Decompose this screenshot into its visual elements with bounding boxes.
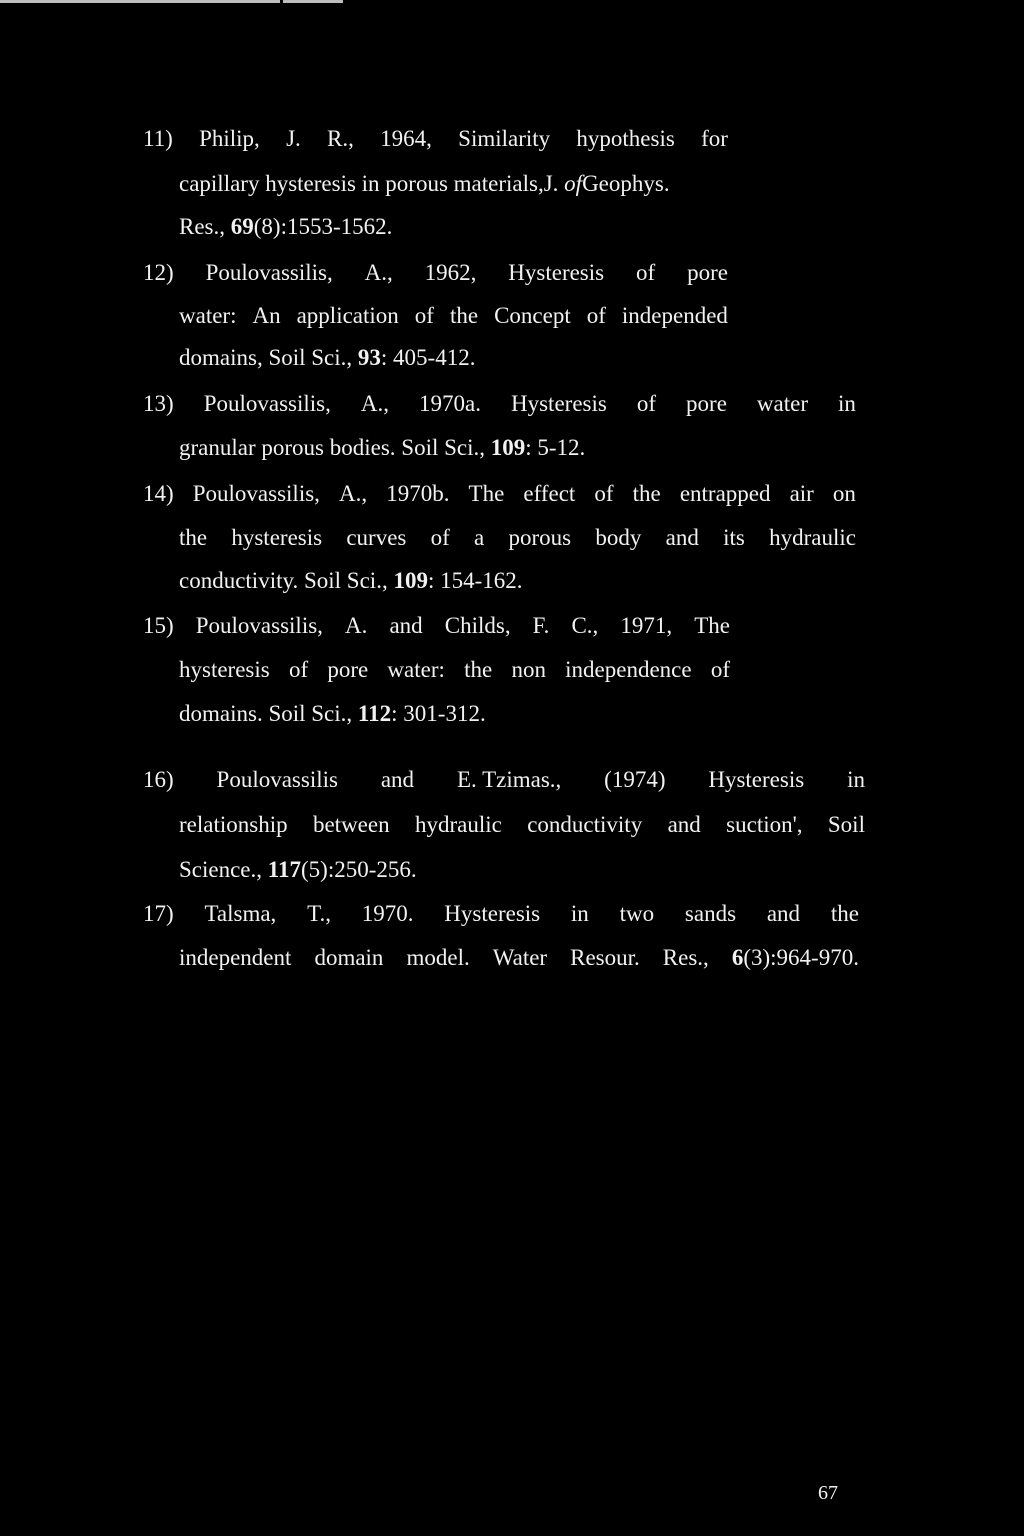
word: independent <box>179 945 292 970</box>
word: Soil <box>827 812 865 837</box>
text: : 301-312. <box>391 701 486 726</box>
word: water <box>756 391 808 416</box>
text: (3):964-970. <box>743 945 859 970</box>
word: Philip, <box>199 126 260 151</box>
word: Poulovassilis, <box>192 481 320 506</box>
word: Similarity <box>458 126 551 151</box>
word: T., <box>307 901 331 926</box>
reference-number: 11) <box>143 126 173 151</box>
italic-text: of <box>564 171 583 196</box>
text: capillary hysteresis in porous materials,J. <box>179 171 559 196</box>
word: Res., <box>662 945 709 970</box>
word: and <box>389 613 423 638</box>
word: The <box>468 481 505 506</box>
word: C., <box>571 613 599 638</box>
text: : 154-162. <box>427 568 523 593</box>
word: entrapped <box>679 481 771 506</box>
word: Hysteresis <box>444 901 541 926</box>
reference-number: 13) <box>143 391 174 416</box>
word: Hysteresis <box>708 767 805 792</box>
reference-14-line-1 <box>143 479 856 509</box>
word: for <box>701 126 728 151</box>
reference-16-line-2 <box>179 810 865 840</box>
volume: 109 <box>393 568 428 593</box>
word: porous <box>508 525 572 550</box>
reference-15-line-1 <box>143 611 730 641</box>
word: Talsma, <box>204 901 277 926</box>
word: application <box>296 303 399 328</box>
word: 1971, <box>620 613 673 638</box>
word: and <box>766 901 801 926</box>
word: conductivity <box>527 812 643 837</box>
word: independed <box>621 303 728 328</box>
word: on <box>832 481 856 506</box>
reference-12-line-1 <box>143 258 728 288</box>
word: A., <box>339 481 368 506</box>
reference-number: 12) <box>143 260 174 285</box>
word: R., <box>327 126 354 151</box>
reference-16-line-1 <box>143 765 865 795</box>
word: hydraulic <box>769 525 856 550</box>
word: of <box>430 525 450 550</box>
word: 1970b. <box>386 481 450 506</box>
word: 1970. <box>361 901 414 926</box>
word: Childs, <box>444 613 511 638</box>
word: A. <box>345 613 368 638</box>
reference-12-line-3 <box>179 343 475 373</box>
reference-17-line-2 <box>179 943 859 973</box>
reference-number: 16) <box>143 767 174 792</box>
word: of <box>710 657 730 682</box>
reference-13-line-2 <box>179 433 585 463</box>
reference-14-line-3 <box>179 566 523 596</box>
volume: 117 <box>267 857 301 882</box>
word: a <box>474 525 485 550</box>
word: independence <box>565 657 692 682</box>
word: model. <box>406 945 470 970</box>
word: in <box>847 767 865 792</box>
word: domain <box>314 945 384 970</box>
word: the <box>179 525 208 550</box>
reference-12-line-2 <box>179 301 728 331</box>
word: Concept <box>494 303 571 328</box>
scan-edge-artifact <box>0 0 280 3</box>
word: and <box>665 525 699 550</box>
word: and <box>380 767 415 792</box>
text: granular porous bodies. Soil Sci., <box>179 435 485 460</box>
word: water: <box>387 657 445 682</box>
word: pore <box>327 657 369 682</box>
word: hysteresis <box>231 525 323 550</box>
word: Poulovassilis <box>216 767 338 792</box>
word: of <box>636 260 656 285</box>
reference-number: 14) <box>143 481 174 506</box>
word: non <box>511 657 546 682</box>
reference-17-line-1 <box>143 899 859 929</box>
word: pore <box>686 391 727 416</box>
word: its <box>723 525 745 550</box>
word: hypothesis <box>576 126 675 151</box>
word: Hysteresis <box>508 260 605 285</box>
volume: 109 <box>490 435 526 460</box>
volume: 93 <box>357 345 381 370</box>
word: Poulovassilis, <box>195 613 323 638</box>
text: conductivity. Soil Sci., <box>179 568 388 593</box>
word: 1970a. <box>419 391 481 416</box>
word: suction', <box>726 812 803 837</box>
word: body <box>595 525 642 550</box>
word: the <box>464 657 493 682</box>
word: J. <box>286 126 301 151</box>
volume: 69 <box>230 214 254 239</box>
text: : 405-412. <box>380 345 476 370</box>
text: Science., <box>179 857 263 882</box>
word: two <box>619 901 655 926</box>
text: domains, Soil Sci., <box>179 345 353 370</box>
word: A., <box>360 391 389 416</box>
word: relationship <box>179 812 288 837</box>
volume: 6 <box>731 945 744 970</box>
word: Poulovassilis, <box>203 391 331 416</box>
reference-11-line-3 <box>179 212 392 242</box>
word: Hysteresis <box>511 391 607 416</box>
text: (5):250-256. <box>301 857 417 882</box>
word: of <box>594 481 614 506</box>
reference-11-line-1 <box>143 124 728 154</box>
reference-16-line-3 <box>179 855 417 885</box>
word: the <box>449 303 479 328</box>
text: domains. Soil Sci., <box>179 701 353 726</box>
word: of <box>636 391 657 416</box>
word: 1962, <box>424 260 477 285</box>
word: of <box>586 303 606 328</box>
reference-13-line-1 <box>143 389 856 419</box>
word: hysteresis <box>179 657 270 682</box>
word: in <box>570 901 589 926</box>
word: curves <box>346 525 407 550</box>
word: The <box>694 613 730 638</box>
page-number: 67 <box>818 1482 838 1504</box>
text: (8):1553-1562. <box>253 214 393 239</box>
word: between <box>312 812 390 837</box>
word: effect <box>523 481 576 506</box>
word: of <box>414 303 434 328</box>
reference-14-line-2 <box>179 523 856 553</box>
word: the <box>632 481 661 506</box>
scan-edge-artifact <box>283 0 343 3</box>
word: Water <box>492 945 548 970</box>
text: Geophys. <box>582 171 670 196</box>
word: sands <box>684 901 737 926</box>
reference-15-line-3 <box>179 699 486 729</box>
word: of <box>288 657 309 682</box>
volume: 112 <box>357 701 392 726</box>
word: in <box>838 391 856 416</box>
word: the <box>830 901 859 926</box>
word: 1964, <box>380 126 432 151</box>
word: A., <box>364 260 393 285</box>
word: hydraulic <box>414 812 502 837</box>
word: An <box>252 303 281 328</box>
citation-volume <box>732 943 859 973</box>
text: : 5-12. <box>525 435 586 460</box>
word: and <box>667 812 701 837</box>
word: air <box>789 481 814 506</box>
reference-11-line-2 <box>179 169 670 199</box>
word: pore <box>687 260 728 285</box>
word: F. <box>532 613 550 638</box>
word: (1974) <box>604 767 666 792</box>
reference-number: 17) <box>143 901 174 926</box>
reference-15-line-2 <box>179 655 730 685</box>
reference-number: 15) <box>143 613 174 638</box>
text: Res., <box>179 214 225 239</box>
word: E. Tzimas., <box>456 767 562 792</box>
word: Resour. <box>570 945 640 970</box>
word: Poulovassilis, <box>205 260 333 285</box>
word: water: <box>179 303 237 328</box>
